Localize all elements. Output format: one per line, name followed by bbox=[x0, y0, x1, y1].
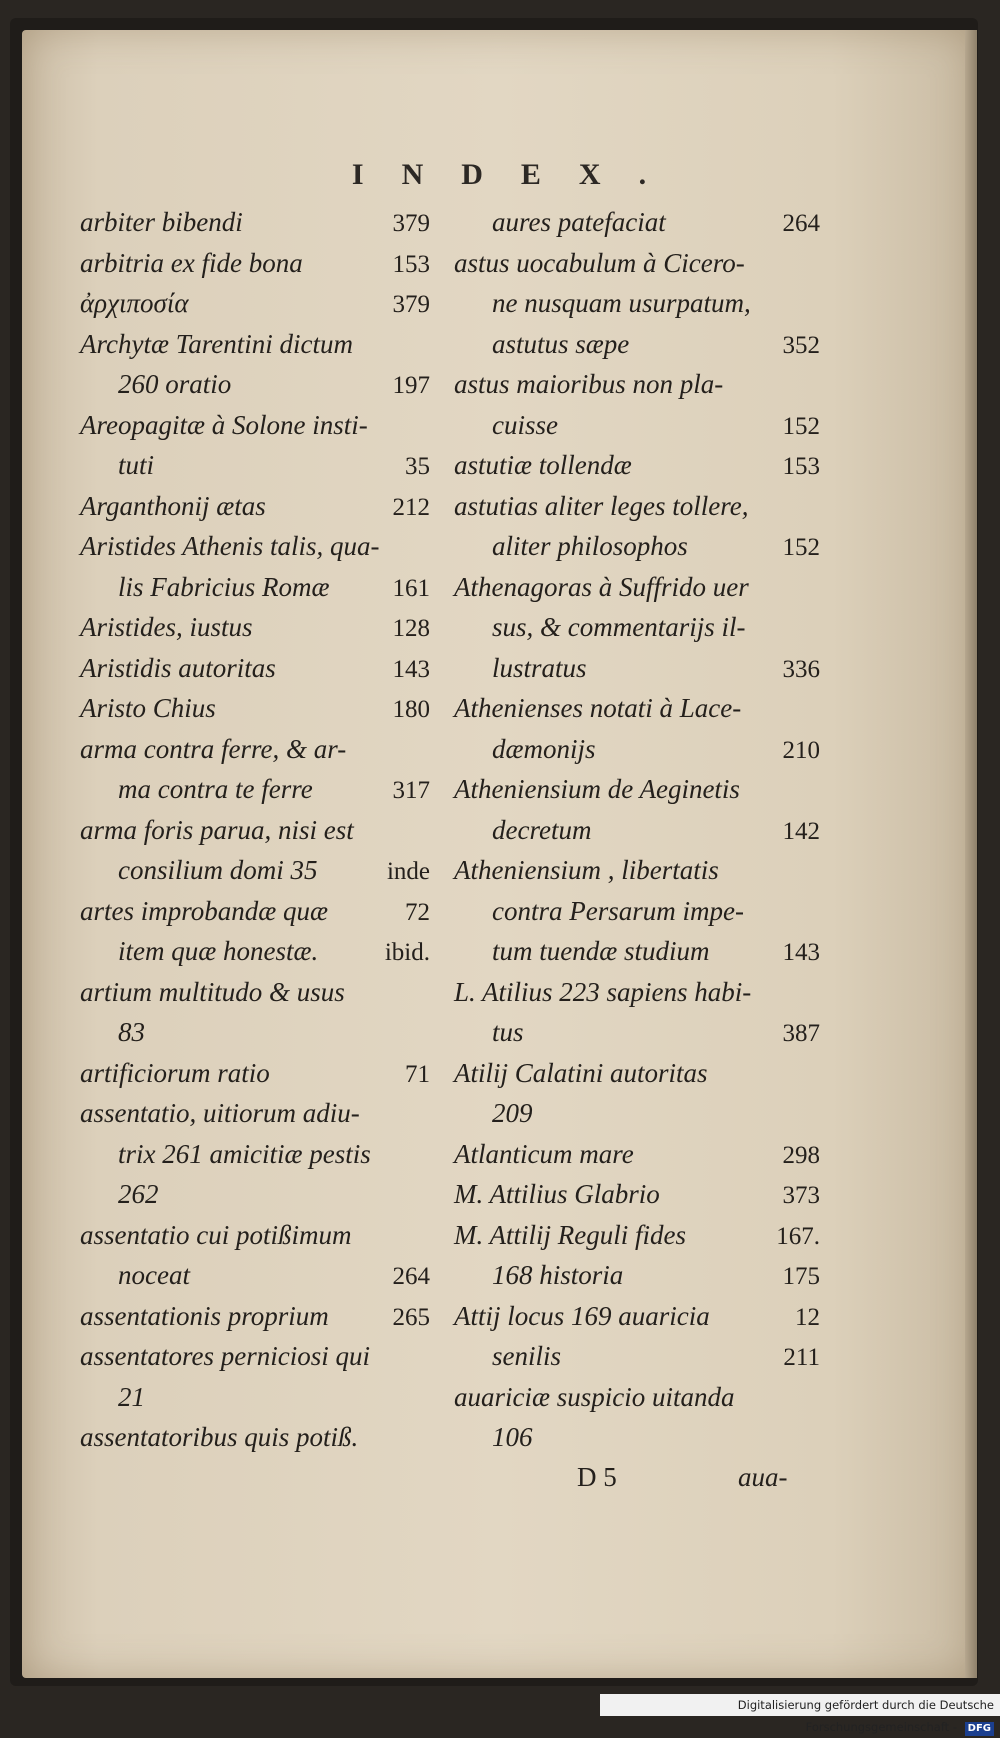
index-entry-page: 128 bbox=[392, 615, 430, 642]
index-entry-text: astus uocabulum à Cicero- bbox=[454, 247, 745, 278]
index-entry bbox=[80, 283, 430, 324]
index-entry bbox=[80, 567, 430, 608]
index-entry bbox=[80, 688, 430, 729]
index-entry-page: 175 bbox=[782, 1263, 820, 1290]
index-entry-text: Archytæ Tarentini dictum bbox=[80, 328, 353, 359]
index-entry bbox=[80, 405, 430, 446]
index-entry bbox=[454, 1215, 820, 1256]
index-entry bbox=[80, 1296, 430, 1337]
index-entry bbox=[454, 283, 820, 324]
catchword: aua- bbox=[738, 1462, 788, 1492]
index-entry-text: arbiter bibendi bbox=[80, 207, 243, 237]
index-entry-text: 262 bbox=[118, 1179, 159, 1209]
index-entry-page: 210 bbox=[782, 736, 820, 764]
index-entry-text: 106 bbox=[492, 1422, 533, 1452]
index-entry bbox=[454, 405, 820, 446]
index-entry-page: 143 bbox=[782, 939, 820, 966]
right-index-column bbox=[454, 202, 820, 1458]
index-entry-text: Atheniensium de Aeginetis bbox=[454, 774, 740, 804]
index-entry-page: 142 bbox=[782, 817, 820, 845]
index-entry bbox=[80, 486, 430, 527]
index-entry-page: 167. bbox=[776, 1222, 820, 1250]
index-entry-page: 72 bbox=[405, 898, 430, 926]
index-entry bbox=[454, 729, 820, 770]
index-entry bbox=[80, 1255, 430, 1296]
index-entry bbox=[454, 1296, 820, 1337]
index-entry-page: 180 bbox=[392, 696, 430, 723]
book-page bbox=[22, 30, 974, 1678]
index-entry bbox=[80, 648, 430, 689]
index-entry bbox=[80, 202, 430, 243]
index-entry-page: 317 bbox=[392, 777, 430, 804]
index-entry-page: 161 bbox=[392, 574, 430, 602]
index-entry-text: 260 oratio bbox=[118, 369, 232, 399]
index-entry-text: Aristides, iustus bbox=[80, 612, 253, 642]
index-entry-text: 83 bbox=[118, 1017, 145, 1047]
index-entry bbox=[80, 931, 430, 972]
index-entry-text: item quæ honestæ. bbox=[118, 936, 319, 966]
index-entry bbox=[80, 445, 430, 486]
index-entry-text: ne nusquam usurpatum, bbox=[492, 288, 751, 318]
index-entry-text: M. Attilij Reguli fides bbox=[454, 1219, 686, 1250]
index-entry-page: 197 bbox=[392, 372, 430, 399]
index-entry bbox=[80, 1012, 430, 1053]
index-entry bbox=[80, 850, 430, 891]
index-entry-page: 211 bbox=[783, 1344, 820, 1371]
index-entry-page: 153 bbox=[392, 250, 430, 278]
index-entry-text: astus maioribus non pla- bbox=[454, 369, 724, 399]
index-entry-text: Aristides Athenis talis, qua- bbox=[80, 531, 380, 561]
index-entry-text: Atilij Calatini autoritas bbox=[454, 1057, 708, 1088]
index-entry-text: lustratus bbox=[492, 652, 587, 683]
index-entry-text: Atlanticum mare bbox=[454, 1138, 634, 1169]
index-entry-text: arma contra ferre, & ar- bbox=[80, 733, 347, 764]
index-entry-text: Athenienses notati à Lace- bbox=[454, 693, 742, 723]
index-entry bbox=[454, 445, 820, 486]
index-entry bbox=[454, 1174, 820, 1215]
index-entry bbox=[80, 243, 430, 284]
index-entry-text: Athenagoras à Suffrido uer bbox=[454, 571, 749, 602]
index-entry bbox=[454, 1134, 820, 1175]
index-entry-text: Attij locus 169 auaricia bbox=[454, 1300, 710, 1331]
index-entry-page: 12 bbox=[795, 1303, 820, 1331]
index-entry-text: astutiæ tollendæ bbox=[454, 450, 632, 480]
page-header: INDEX. bbox=[351, 158, 685, 191]
index-entry bbox=[454, 850, 820, 891]
index-entry-text: artes improbandæ quæ bbox=[80, 895, 329, 926]
index-entry bbox=[80, 1174, 430, 1215]
index-entry-text: Arganthonij ætas bbox=[80, 490, 266, 521]
index-entry bbox=[80, 607, 430, 648]
dfg-logo: DFG bbox=[965, 1722, 994, 1736]
index-entry bbox=[454, 526, 820, 567]
index-entry-text: aliter philosophos bbox=[492, 531, 688, 561]
index-entry-text: Aristidis autoritas bbox=[80, 652, 276, 683]
index-entry-page: 379 bbox=[392, 210, 430, 237]
index-entry-text: tuti bbox=[118, 450, 155, 480]
index-entry-text: assentatio, uitiorum adiu- bbox=[80, 1098, 360, 1128]
index-entry-text: astutias aliter leges tollere, bbox=[454, 490, 749, 521]
index-entry-text: tus bbox=[492, 1017, 524, 1047]
page-edge bbox=[965, 30, 977, 1678]
index-entry-text: Atheniensium , libertatis bbox=[454, 855, 719, 885]
index-entry-text: assentatores perniciosi qui bbox=[80, 1341, 370, 1371]
index-entry bbox=[454, 648, 820, 689]
index-entry bbox=[454, 486, 820, 527]
index-entry bbox=[454, 688, 820, 729]
credit-bar bbox=[600, 1694, 1000, 1734]
index-entry bbox=[80, 1336, 430, 1377]
index-entry-text: consilium domi 35 bbox=[118, 855, 318, 885]
index-entry-text: tum tuendæ studium bbox=[492, 936, 710, 966]
index-entry-text: noceat bbox=[118, 1260, 190, 1290]
index-entry-page: 152 bbox=[782, 412, 820, 440]
index-entry-page: 373 bbox=[782, 1182, 820, 1209]
index-entry bbox=[80, 364, 430, 405]
index-entry-text: senilis bbox=[492, 1341, 562, 1371]
index-entry-text: aures patefaciat bbox=[492, 207, 666, 237]
index-entry bbox=[80, 526, 430, 567]
index-entry bbox=[454, 202, 820, 243]
index-entry bbox=[80, 1134, 430, 1175]
index-entry bbox=[454, 243, 820, 284]
index-entry-text: decretum bbox=[492, 814, 592, 845]
index-entry-page: ibid. bbox=[384, 939, 430, 966]
index-entry bbox=[80, 1377, 430, 1418]
index-entry-text: contra Persarum impe- bbox=[492, 895, 744, 926]
index-entry bbox=[80, 324, 430, 365]
index-entry bbox=[454, 607, 820, 648]
index-entry bbox=[80, 810, 430, 851]
index-entry-page: inde bbox=[386, 858, 430, 885]
index-entry-text: 209 bbox=[492, 1098, 533, 1128]
index-entry bbox=[80, 1053, 430, 1094]
index-entry bbox=[454, 1012, 820, 1053]
index-entry-text: ἀρχιποσία bbox=[80, 288, 189, 318]
index-entry bbox=[80, 1093, 430, 1134]
index-entry-text: arma foris parua, nisi est bbox=[80, 814, 354, 845]
index-entry bbox=[454, 1377, 820, 1418]
index-entry bbox=[80, 1417, 430, 1458]
index-entry-page: 352 bbox=[782, 331, 820, 359]
index-entry bbox=[454, 972, 820, 1013]
index-entry-text: assentatoribus quis potiß. bbox=[80, 1422, 359, 1452]
index-entry-page: 298 bbox=[782, 1141, 820, 1169]
index-entry bbox=[454, 1093, 820, 1134]
index-entry bbox=[454, 810, 820, 851]
index-entry-page: 264 bbox=[782, 210, 820, 237]
index-entry-page: 379 bbox=[392, 291, 430, 318]
index-entry-text: 168 historia bbox=[492, 1260, 624, 1290]
index-entry-page: 153 bbox=[782, 453, 820, 480]
index-entry bbox=[454, 891, 820, 932]
index-entry bbox=[454, 1053, 820, 1094]
index-entry-page: 336 bbox=[782, 655, 820, 683]
index-entry-page: 265 bbox=[392, 1303, 430, 1331]
index-entry bbox=[454, 1336, 820, 1377]
index-entry-page: 71 bbox=[405, 1060, 430, 1088]
credit-text: Digitalisierung gefördert durch die Deutsche Forschungsgemeinschaft - bbox=[737, 1698, 994, 1734]
index-entry-text: artium multitudo & usus bbox=[80, 976, 345, 1007]
index-entry-text: auariciæ suspicio uitanda bbox=[454, 1381, 735, 1412]
index-entry-page: 264 bbox=[392, 1263, 430, 1290]
page-footer bbox=[22, 1462, 974, 1502]
index-entry-text: L. Atilius 223 sapiens habi- bbox=[454, 976, 752, 1007]
index-entry bbox=[454, 364, 820, 405]
index-entry-text: Aristo Chius bbox=[80, 693, 216, 723]
index-entry bbox=[80, 729, 430, 770]
index-entry-text: artificiorum ratio bbox=[80, 1057, 270, 1088]
index-entry-text: cuisse bbox=[492, 409, 558, 440]
index-entry-text: assentationis proprium bbox=[80, 1300, 329, 1331]
index-entry-text: astutus sæpe bbox=[492, 328, 630, 359]
index-entry-text: sus, & commentarijs il- bbox=[492, 612, 746, 642]
index-entry bbox=[80, 769, 430, 810]
index-entry-page: 212 bbox=[392, 493, 430, 521]
index-entry-page: 152 bbox=[782, 534, 820, 561]
index-entry bbox=[454, 1255, 820, 1296]
index-entry-text: ma contra te ferre bbox=[118, 774, 313, 804]
index-entry bbox=[454, 1417, 820, 1458]
index-entry bbox=[80, 891, 430, 932]
index-entry-text: Areopagitæ à Solone insti- bbox=[80, 409, 368, 440]
index-entry-text: M. Attilius Glabrio bbox=[454, 1179, 660, 1209]
left-index-column bbox=[80, 202, 430, 1458]
index-entry-text: lis Fabricius Romæ bbox=[118, 571, 330, 602]
index-entry-text: 21 bbox=[118, 1381, 145, 1412]
index-entry bbox=[80, 1215, 430, 1256]
index-entry-text: dæmonijs bbox=[492, 733, 596, 764]
index-entry bbox=[454, 567, 820, 608]
index-entry-page: 143 bbox=[392, 655, 430, 683]
index-entry-text: trix 261 amicitiæ pestis bbox=[118, 1138, 371, 1169]
index-entry bbox=[80, 972, 430, 1013]
index-entry bbox=[454, 931, 820, 972]
index-entry-text: assentatio cui potißimum bbox=[80, 1219, 352, 1250]
index-entry-page: 387 bbox=[782, 1020, 820, 1047]
index-entry bbox=[454, 324, 820, 365]
index-entry-page: 35 bbox=[405, 453, 430, 480]
index-entry bbox=[454, 769, 820, 810]
signature-mark: D 5 bbox=[577, 1462, 617, 1492]
index-entry-text: arbitria ex fide bona bbox=[80, 247, 303, 278]
